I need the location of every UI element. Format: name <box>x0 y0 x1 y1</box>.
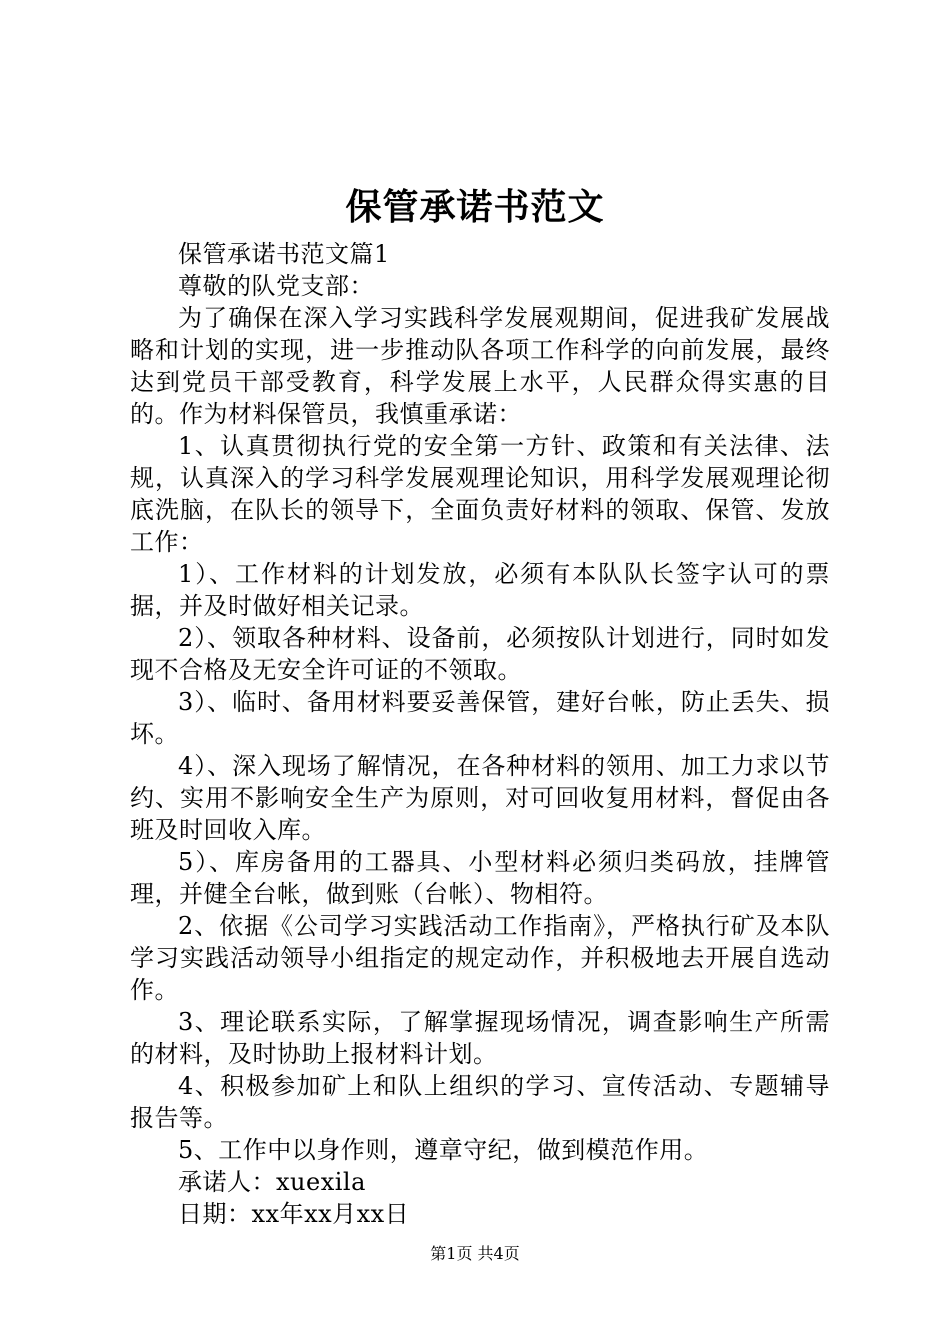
sub-item-1: 1）、工作材料的计划发放，必须有本队队长签字认可的票据，并及时做好相关记录。 <box>130 560 830 620</box>
salutation: 尊敬的队党支部： <box>178 272 374 300</box>
section-heading: 保管承诺书范文篇1 <box>178 240 390 268</box>
sub-item-4: 4）、深入现场了解情况，在各种材料的领用、加工力求以节约、实用不影响安全生产为原则，对可回收复用材料，督促由各班及时回收入库。 <box>130 752 830 844</box>
intro-paragraph: 为了确保在深入学习实践科学发展观期间，促进我矿发展战略和计划的实现，进一步推动队各项工作科学的向前发展，最终达到党员干部受教育，科学发展上水平，人民群众得实惠的目的。作为材料保管员，我慎重承诺： <box>130 304 830 428</box>
sub-item-3: 3）、临时、备用材料要妥善保管，建好台帐，防止丢失、损坏。 <box>130 688 830 748</box>
commitment-item-5: 5、工作中以身作则，遵章守纪，做到模范作用。 <box>178 1136 709 1164</box>
sub-item-2: 2）、领取各种材料、设备前，必须按队计划进行，同时如发现不合格及无安全许可证的不领取。 <box>130 624 830 684</box>
document-title: 保管承诺书范文 <box>345 186 605 228</box>
page-footer: 第1页 共4页 <box>430 1244 520 1263</box>
commitment-item-2: 2、依据《公司学习实践活动工作指南》，严格执行矿及本队学习实践活动领导小组指定的规定动作，并积极地去开展自选动作。 <box>130 912 830 1004</box>
document-body <box>130 238 830 1230</box>
signatory-line: 承诺人：xuexila <box>178 1168 366 1196</box>
commitment-item-1: 1、认真贯彻执行党的安全第一方针、政策和有关法律、法规，认真深入的学习科学发展观理论知识，用科学发展观理论彻底洗脑，在队长的领导下，全面负责好材料的领取、保管、发放工作： <box>130 432 830 556</box>
sub-item-5: 5）、库房备用的工器具、小型材料必须归类码放，挂牌管理，并健全台帐，做到账（台帐）、物相符。 <box>130 848 830 908</box>
commitment-item-4: 4、积极参加矿上和队上组织的学习、宣传活动、专题辅导报告等。 <box>130 1072 830 1132</box>
date-line: 日期：xx年xx月xx日 <box>178 1200 410 1228</box>
commitment-item-3: 3、理论联系实际，了解掌握现场情况，调查影响生产所需的材料，及时协助上报材料计划。 <box>130 1008 830 1068</box>
